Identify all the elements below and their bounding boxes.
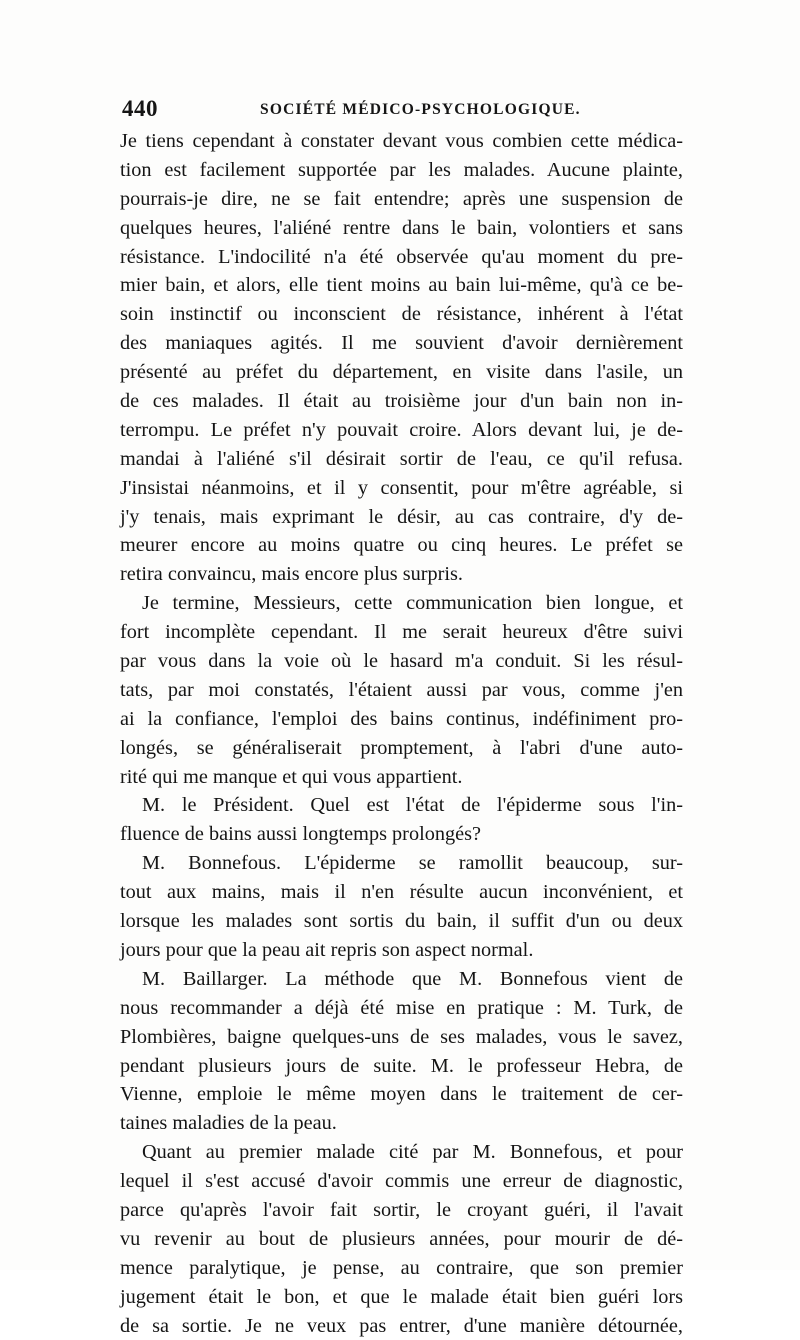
text-line: présenté au préfet du département, en visite dans l'asile, un (120, 361, 683, 384)
text-line: parce qu'après l'avoir fait sortir, le croyant guéri, il l'avait (120, 1198, 683, 1221)
text-line: de sa sortie. Je ne veux pas entrer, d'une manière détournée, (120, 1314, 683, 1337)
text-line: résistance. L'indocilité n'a été observée qu'au moment du pre- (120, 245, 683, 268)
page-header (122, 96, 682, 122)
text-line: mandai à l'aliéné s'il désirait sortir de l'eau, ce qu'il refusa. (120, 447, 683, 470)
text-line: des maniaques agités. Il me souvient d'avoir dernièrement (120, 332, 683, 355)
text-line: terrompu. Le préfet n'y pouvait croire. Alors devant lui, je de- (120, 418, 683, 441)
text-line: longés, se généraliserait promptement, à l'abri d'une auto- (120, 736, 683, 759)
text-line: Vienne, emploie le même moyen dans le traitement de cer- (120, 1083, 683, 1106)
text-line: retira convaincu, mais encore plus surpris. (120, 563, 463, 586)
text-line: jours pour que la peau ait repris son aspect normal. (120, 938, 534, 961)
text-line: quelques heures, l'aliéné rentre dans le bain, volontiers et sans (120, 216, 683, 239)
text-line: nous recommander a déjà été mise en pratique : M. Turk, de (120, 996, 683, 1019)
text-line: pourrais-je dire, ne se fait entendre; après une suspension de (120, 187, 683, 210)
body-text (120, 127, 683, 1340)
text-line: tout aux mains, mais il n'en résulte aucun inconvénient, et (120, 881, 683, 904)
text-line: taines maladies de la peau. (120, 1112, 337, 1135)
text-line: meurer encore au moins quatre ou cinq heures. Le préfet se (120, 534, 683, 557)
text-line: Je termine, Messieurs, cette communication bien longue, et (142, 592, 683, 615)
text-line: pendant plusieurs jours de suite. M. le professeur Hebra, de (120, 1054, 683, 1077)
text-line: vu revenir au bout de plusieurs années, pour mourir de dé- (120, 1227, 683, 1250)
text-line: ai la confiance, l'emploi des bains continus, indéfiniment pro- (120, 707, 683, 730)
text-line: M. Bonnefous. L'épiderme se ramollit beaucoup, sur- (142, 852, 683, 875)
text-line: Quant au premier malade cité par M. Bonnefous, et pour (142, 1141, 683, 1164)
text-line: J'insistai néanmoins, et il y consentit, pour m'être agréable, si (120, 476, 683, 499)
text-line: lorsque les malades sont sortis du bain, il suffit d'un ou deux (120, 910, 683, 933)
text-line: mier bain, et alors, elle tient moins au bain lui-même, qu'à ce be- (120, 274, 683, 297)
text-line: mence paralytique, je pense, au contraire, que son premier (120, 1256, 683, 1279)
text-line: Plombières, baigne quelques-uns de ses malades, vous le savez, (120, 1025, 683, 1048)
text-line: j'y tenais, mais exprimant le désir, au cas contraire, d'y de- (120, 505, 683, 528)
running-head: SOCIÉTÉ MÉDICO-PSYCHOLOGIQUE. (260, 101, 581, 118)
text-line: tats, par moi constatés, l'étaient aussi par vous, comme j'en (120, 678, 683, 701)
text-line: tion est facilement supportée par les malades. Aucune plainte, (120, 158, 683, 181)
text-line: fluence de bains aussi longtemps prolongés? (120, 823, 482, 846)
text-line: M. Baillarger. La méthode que M. Bonnefous vient de (142, 967, 683, 990)
text-line: de ces malades. Il était au troisième jour d'un bain non in- (120, 390, 683, 413)
page-number: 440 (122, 96, 158, 121)
text-line: soin instinctif ou inconscient de résistance, inhérent à l'état (120, 303, 683, 326)
text-line: M. le Président. Quel est l'état de l'épiderme sous l'in- (142, 794, 683, 817)
text-line: Je tiens cependant à constater devant vous combien cette médica- (120, 130, 683, 152)
text-line: lequel il s'est accusé d'avoir commis une erreur de diagnostic, (120, 1170, 683, 1193)
text-line: fort incomplète cependant. Il me serait heureux d'être suivi (120, 621, 683, 644)
text-line: jugement était le bon, et que le malade était bien guéri lors (120, 1285, 683, 1308)
text-line: rité qui me manque et qui vous appartient. (120, 765, 463, 788)
text-line: par vous dans la voie où le hasard m'a conduit. Si les résul- (120, 650, 683, 673)
